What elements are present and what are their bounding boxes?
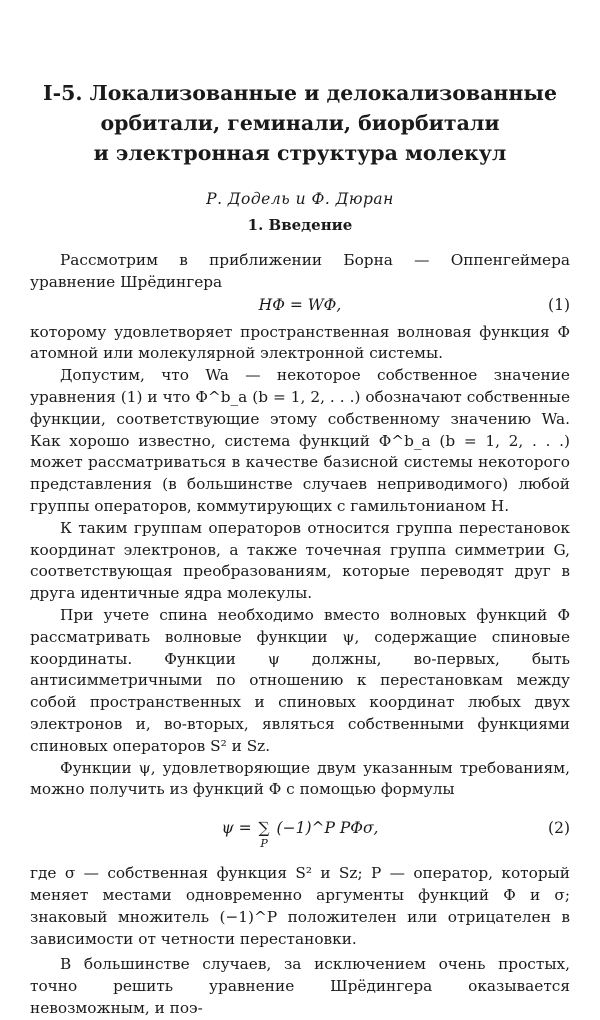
- summation-subscript: P: [260, 837, 268, 851]
- section-heading: 1. Введение: [247, 216, 353, 234]
- paragraph-1: Рассмотрим в приближении Борна — Оппенгеймера уравнение Шрёдингера: [30, 251, 570, 291]
- equation-1-number: (1): [548, 295, 570, 314]
- paragraph-6: Функции ψ, удовлетворяющие двум указанным требованиям, можно получить из функций Φ с помощью формулы: [30, 758, 570, 799]
- equation-1-expr: HΦ = WΦ,: [258, 295, 342, 314]
- equation-2-lhs: ψ =: [221, 819, 252, 838]
- authors: Р. Додель и Ф. Дюран: [206, 190, 394, 208]
- summation-sign: [258, 819, 270, 851]
- paragraph-2: которому удовлетворяет пространственная волновая функция Φ атомной или молекулярной электронной системы.: [30, 322, 570, 363]
- page: [30, 78, 570, 1020]
- equation-1: [30, 294, 570, 322]
- summation-symbol: ∑: [258, 819, 270, 838]
- article-title: [30, 78, 570, 168]
- equation-2-number: (2): [548, 819, 570, 838]
- equation-2-rhs: (−1)^P PΦσ,: [276, 819, 379, 838]
- paragraph-5: При учете спина необходимо вместо волновых функций Φ рассматривать волновые функции ψ, содержащие спиновые координаты. Функции ψ должны, во-первых, быть антисимметричными по отношению к перестановкам между собой пространственных и спиновых координат любых двух электронов и, во-вторых, являться собственными функциями спиновых операторов S² и Sz.: [30, 605, 570, 755]
- paragraph-7: где σ — собственная функция S² и Sz; P — оператор, который меняет местами одновременно аргументы функций Φ и σ; знаковый множитель (−1)^P положителен или отрицателен в зависимости от четности перестановки.: [30, 864, 570, 948]
- paragraph-3: Допустим, что Wa — некоторое собственное значение уравнения (1) и что Φ^b_a (b = 1, 2, . . .) обозначают собственные функции, соответствующие этому собственному значению Wa. Как хорошо известно, система функций Φ^b_a (b = 1, 2, . . .) может рассматриваться в качестве базисной системы некоторого представления (в большинстве случаев неприводимого) любой группы операторов, коммутирующих с гамильтонианом H.: [30, 366, 570, 515]
- title-line-1: I-5. Локализованные и делокализованные: [42, 81, 557, 105]
- equation-2: [30, 809, 570, 863]
- paragraph-8: В большинстве случаев, за исключением очень простых, точно решить уравнение Шрёдингера оказывается невозможным, и поэ-: [30, 955, 570, 1017]
- equation-2-expr: [30, 819, 570, 851]
- paragraph-4: К таким группам операторов относится группа перестановок координат электронов, а также точечная группа симметрии G, соответствующая преобразованиям, которые переводят друг в друга идентичные ядра молекулы.: [30, 518, 570, 603]
- title-line-2: орбитали, геминали, биорбитали: [100, 111, 500, 135]
- title-line-3: и электронная структура молекул: [93, 141, 507, 165]
